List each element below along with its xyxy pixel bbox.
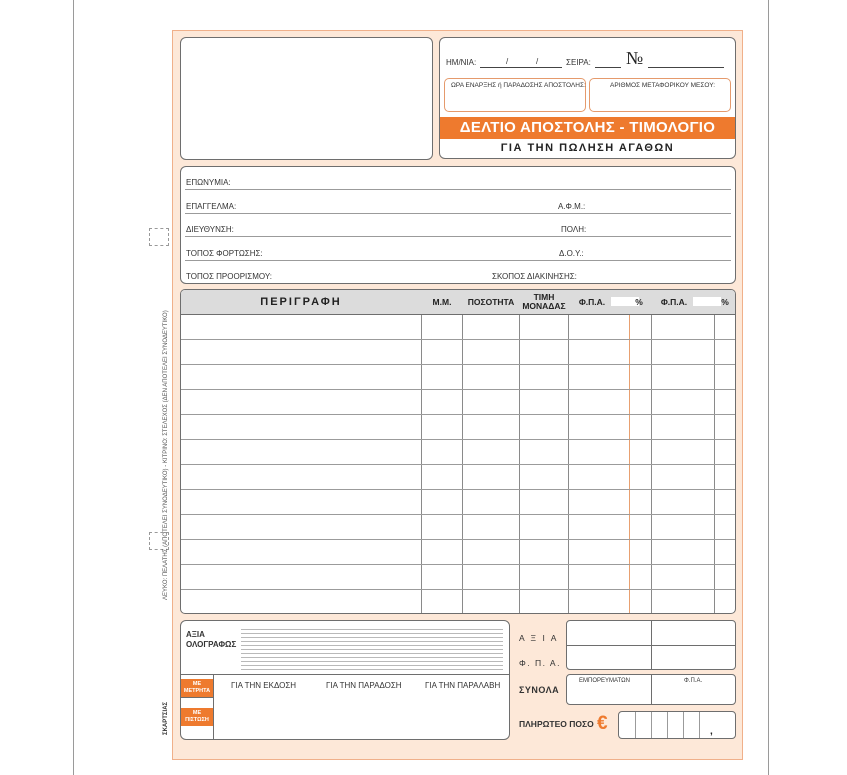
table-row (181, 564, 735, 565)
loading-place-label: ΤΟΠΟΣ ΦΟΡΤΩΣΗΣ: (186, 249, 263, 258)
date-separator-1: / (506, 57, 509, 66)
vat1-percent-sign: % (635, 297, 643, 307)
col-unit-header: Μ.Μ. (432, 297, 452, 307)
copy-distribution-note: ΛΕΥΚΟ: ΠΕΛΑΤΗΣ (ΑΠΟΤΕΛΕΙ ΣΥΝΟΔΕΥΤΙΚΟ) - ΚΙΤΡΙΝΟ: ΣΤΕΛΕΧΟΣ (ΔΕΝ ΑΠΟΤΕΛΕΙ ΣΥΝΟΔΕΥΤΙΚΟ) (163, 310, 169, 600)
destination-label: ΤΟΠΟΣ ΠΡΟΟΡΙΣΜΟΥ: (186, 272, 272, 281)
vat-total-label: Φ.Π.Α. (684, 678, 703, 684)
words-label-1: ΑΞΙΑ (186, 630, 205, 639)
start-time-field[interactable]: ΩΡΑ ΕΝΑΡΞΗΣ ή ΠΑΡΑΔΟΣΗΣ ΑΠΟΣΤΟΛΗΣ: (444, 78, 586, 112)
amount-in-words-field[interactable] (241, 629, 503, 671)
euro-icon: € (597, 713, 608, 734)
city-label: ΠΟΛΗ: (561, 225, 587, 234)
receipt-signature-label: ΓΙΑ ΤΗΝ ΠΑΡΑΛΑΒΗ (425, 681, 501, 690)
words-label-2: ΟΛΟΓΡΑΦΩΣ (186, 640, 237, 649)
table-row (181, 339, 735, 340)
table-row (181, 514, 735, 515)
doy-label: Δ.Ο.Υ.: (559, 249, 584, 258)
totals-label: ΣΥΝΟΛΑ (519, 685, 560, 695)
delivery-signature-label: ΓΙΑ ΤΗΝ ΠΑΡΑΔΟΣΗ (326, 681, 402, 690)
table-row (181, 439, 735, 440)
totals-grid[interactable] (566, 620, 736, 670)
value-label: Α Ξ Ι Α (519, 633, 559, 643)
purpose-label: ΣΚΟΠΟΣ ΔΙΑΚΙΝΗΣΗΣ: (492, 272, 577, 281)
col-quantity-header: ΠΟΣΟΤΗΤΑ (467, 297, 515, 307)
table-row (181, 489, 735, 490)
payable-amount-label: ΠΛΗΡΩΤΕΟ ΠΟΣΟ (519, 719, 594, 729)
decimal-comma: , (710, 726, 713, 737)
items-table (180, 289, 736, 614)
table-row (181, 364, 735, 365)
table-row (181, 389, 735, 390)
cash-payment-option[interactable]: ΜΕ ΜΕΤΡΗΤΑ (181, 679, 213, 697)
col-unit-price-header: ΤΙΜΗ ΜΟΝΑΔΑΣ (522, 292, 566, 311)
vat-label: Φ. Π. Α. (519, 658, 561, 668)
series-field[interactable] (595, 67, 621, 68)
document-subtitle: ΓΙΑ ΤΗΝ ΠΩΛΗΣΗ ΑΓΑΘΩΝ (500, 142, 675, 154)
number-label: № (626, 48, 644, 68)
document-header-box (439, 37, 736, 159)
table-row (181, 589, 735, 590)
address-label: ΔΙΕΥΘΥΝΣΗ: (186, 225, 234, 234)
table-body[interactable] (181, 315, 735, 613)
profession-label: ΕΠΑΓΓΕΛΜΑ: (186, 202, 237, 211)
series-label: ΣΕΙΡΑ: (566, 58, 591, 67)
number-field[interactable] (648, 67, 724, 68)
goods-label: ΕΜΠΟΡΕΥΜΑΤΩΝ (579, 678, 630, 684)
table-row (181, 414, 735, 415)
table-row (181, 539, 735, 540)
amount-in-words-box (180, 620, 510, 740)
name-label: ΕΠΩΝΥΜΙΑ: (186, 178, 231, 187)
afm-label: Α.Φ.Μ.: (558, 202, 586, 211)
col-vat2-header: Φ.Π.Α. (660, 297, 688, 307)
issue-signature-label: ΓΙΑ ΤΗΝ ΕΚΔΟΣΗ (231, 681, 297, 690)
totals-summary[interactable] (566, 674, 736, 705)
col-description-header: ΠΕΡΙΓΡΑΦΗ (260, 296, 342, 308)
date-label: ΗΜ/ΝΙΑ: (446, 58, 477, 67)
col-vat1-header: Φ.Π.Α. (578, 297, 606, 307)
binding-mark-top (149, 228, 169, 246)
transport-means-field[interactable]: ΑΡΙΘΜΟΣ ΜΕΤΑΦΟΡΙΚΟΥ ΜΕΣΟΥ: (589, 78, 731, 112)
table-row (181, 464, 735, 465)
date-separator-2: / (536, 57, 539, 66)
vat2-rate-field[interactable] (693, 297, 721, 306)
credit-payment-option[interactable]: ΜΕ ΠΙΣΤΩΣΗ (181, 708, 213, 726)
date-field[interactable] (480, 67, 562, 68)
table-header-row (181, 290, 735, 315)
issuer-box[interactable] (180, 37, 433, 160)
vat2-percent-sign: % (721, 297, 729, 307)
customer-info-box (180, 166, 736, 284)
brand-logo: ΣΚΑΡΤΣΙΑΣ (163, 701, 169, 735)
payable-amount-field[interactable] (618, 711, 736, 739)
document-title: ΔΕΛΤΙΟ ΑΠΟΣΤΟΛΗΣ - ΤΙΜΟΛΟΓΙΟ (459, 119, 716, 136)
title-banner (440, 117, 735, 139)
